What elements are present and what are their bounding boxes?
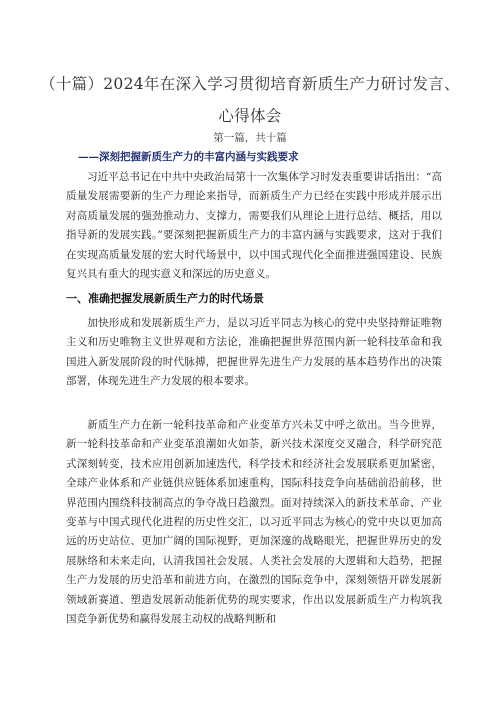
paragraph-1 <box>66 168 442 284</box>
document-title-line-2: 心得体会 <box>218 107 282 125</box>
paragraph-1-text: 习近平总书记在中共中央政治局第十一次集体学习时发表重要讲话指出：“高质量发展需要新的生产力理论来指导，而新质生产力已经在实践中形成并展示出对高质量发展的强劲推动力、支撑力，需要我们从理论上进行总结、概括，用以指导新的发展实践。”要深刻把握新质生产力的丰富内涵与实践要求，这对于我们在实现高质量发展的宏大时代场景中，以中国式现代化全面推进强国建设、民族复兴具有重大的现实意义和深远的历史意义。 <box>66 171 442 281</box>
paragraph-3 <box>66 416 442 629</box>
paragraph-2-text: 加快形成和发展新质生产力，是以习近平同志为核心的党中央坚持辩证唯物主义和历史唯物主义世界观和方法论，准确把握世界范围内新一轮科技革命和我国进入新发展阶段的时代脉搏，把握世界先进生产力发展的基本趋势作出的决策部署，体现先进生产力发展的根本要求。 <box>66 317 442 388</box>
section-heading: 一、准确把握发展新质生产力的时代场景 <box>66 292 264 305</box>
document-subtitle: 第一篇，共十篇 <box>213 132 287 144</box>
document-title-line-1: （十篇）2024年在深入学习贯彻培育新质生产力研讨发言、 <box>40 75 460 93</box>
document-subheading: ——深刻把握新质生产力的丰富内涵与实践要求 <box>78 151 299 163</box>
paragraph-2 <box>66 314 442 392</box>
paragraph-3-text: 新质生产力在新一轮科技革命和产业变革方兴未艾中呼之欲出。当今世界，新一轮科技革命和产业变革浪潮如火如荼，新兴技术深度交叉融合，科学研究范式深刻转变，技术应用创新加速迭代，科学技术和经济社会发展联系更加紧密，全球产业体系和产业链供应链体系加速重构，国际科技竞争向基础前沿前移，世界范围内围绕科技制高点的争夺战日趋激烈。面对持续深入的新技术革命、产业变革与中国式现代化进程的历史性交汇，以习近平同志为核心的党中央以更加高远的历史站位、更加广阔的国际视野，更加深邃的战略眼光，把握世界历史的发展脉络和未来走向，认清我国社会发展、人类社会发展的大逻辑和大趋势，把握生产力发展的历史沿革和前进方向，在激烈的国际竞争中，深刻领悟开辟发展新领域新赛道、塑造发展新动能新优势的现实要求，作出以发展新质生产力构筑我国竞争新优势和赢得发展主动权的战略判断和 <box>66 419 442 626</box>
